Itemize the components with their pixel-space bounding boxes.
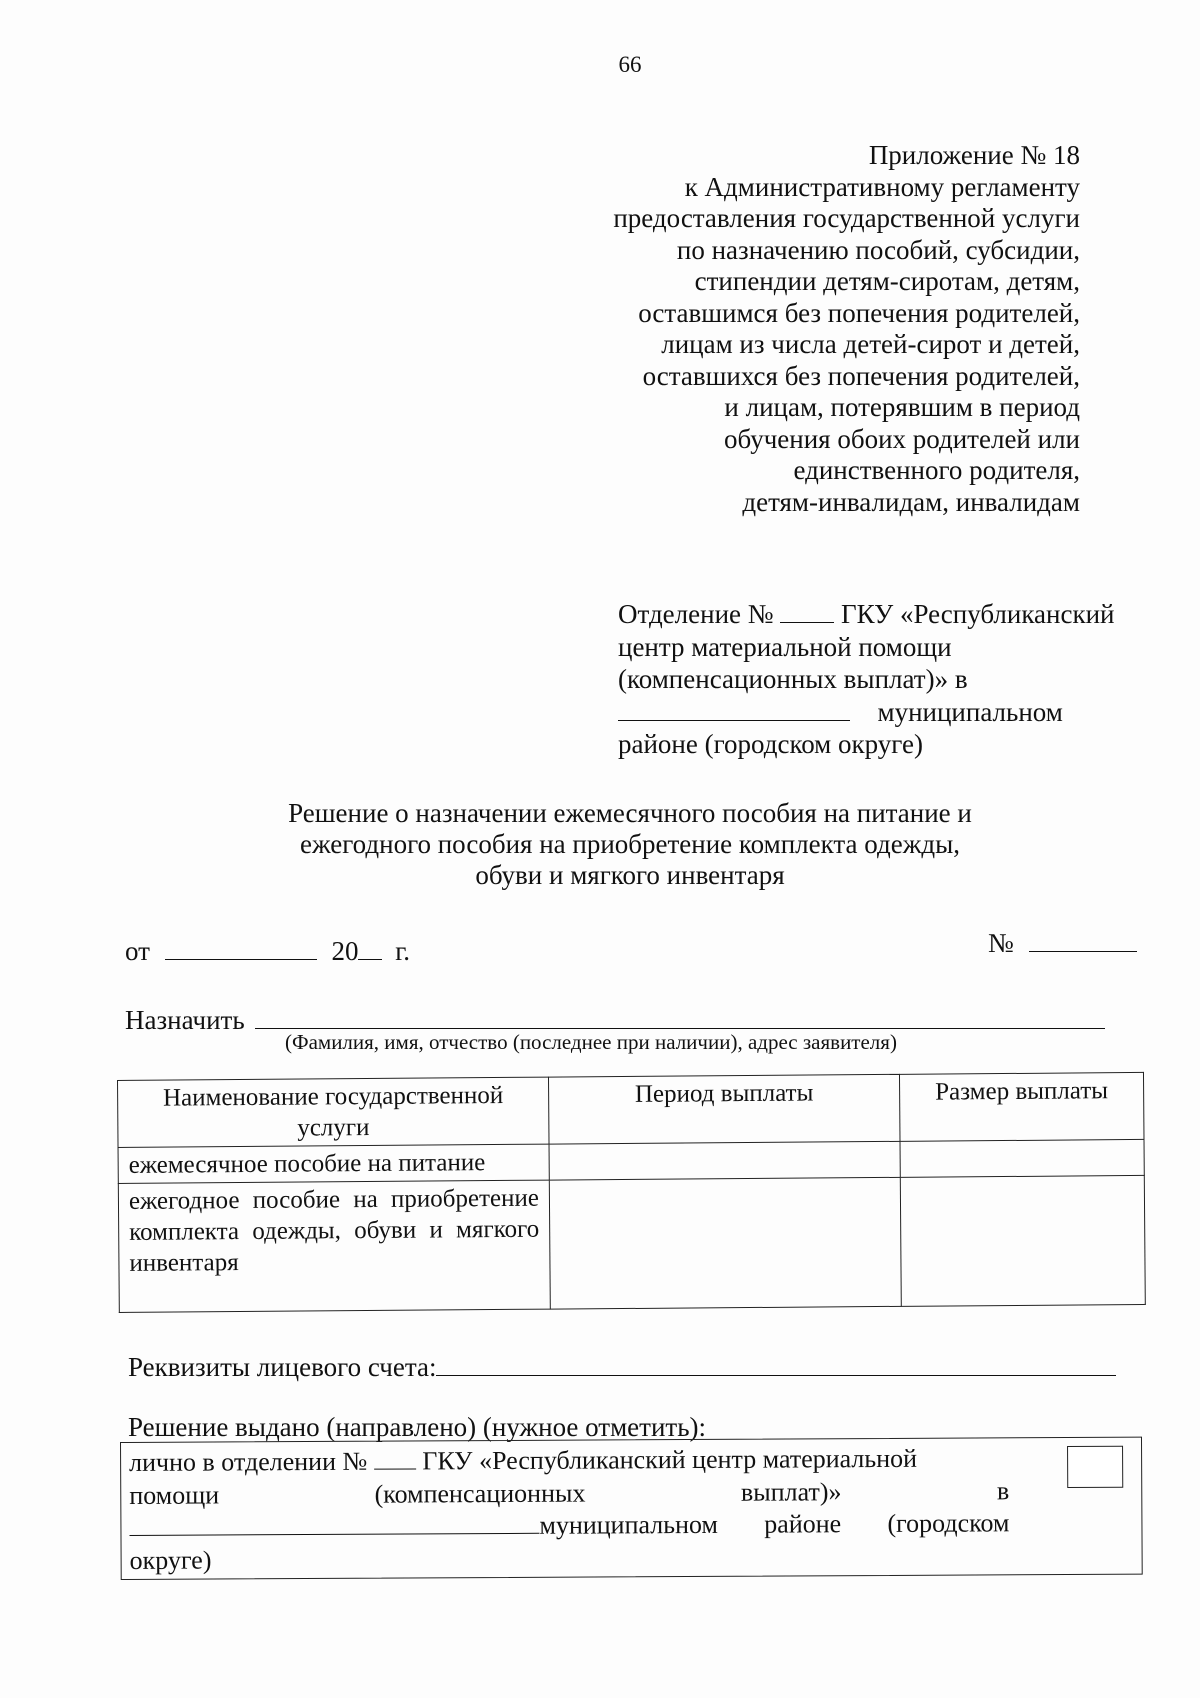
table-cell-amount[interactable]: [900, 1175, 1145, 1306]
account-requisites-row: [128, 1352, 1116, 1383]
issued-line: округе): [129, 1545, 212, 1575]
issued-text: ГКУ «Республиканский центр материальной: [422, 1443, 918, 1476]
issued-word: помощи: [129, 1479, 220, 1510]
decision-number-row: [988, 928, 1137, 959]
addressee-block: [618, 598, 1138, 761]
addressee-line: районе (городском округе): [618, 729, 923, 759]
issued-municipality-blank[interactable]: [129, 1511, 539, 1536]
table-header: Период выплаты: [548, 1074, 900, 1144]
issued-option-text: [129, 1442, 1010, 1577]
addressee-line: [618, 598, 1138, 631]
issued-word: (городском: [887, 1508, 1010, 1538]
addressee-text: Отделение №: [618, 599, 774, 629]
appendix-line: предоставления государственной услуги: [613, 203, 1080, 233]
issued-department-blank[interactable]: [374, 1446, 416, 1469]
issued-line: [129, 1475, 1009, 1512]
issued-word: (компенсационных: [374, 1478, 586, 1509]
issued-in-person-checkbox[interactable]: [1067, 1446, 1123, 1488]
date-row: [125, 936, 410, 967]
table-row: [118, 1175, 1145, 1312]
table-cell-service: ежегодное пособие на приобретение комплекта одежды, обуви и мягкого инвентаря: [118, 1180, 550, 1312]
table-cell-period[interactable]: [549, 1177, 901, 1309]
issued-word: муниципальном: [539, 1509, 719, 1540]
department-number-blank[interactable]: [780, 600, 834, 623]
appendix-line: оставшихся без попечения родителей,: [642, 360, 1080, 391]
appendix-line: обучения обоих родителей или: [724, 423, 1080, 454]
issued-line: [129, 1442, 1009, 1479]
assign-label: Назначить: [125, 1005, 245, 1035]
date-blank[interactable]: [165, 937, 317, 960]
appendix-line: по назначению пособий, субсидии,: [676, 234, 1080, 265]
appendix-line: к Административному регламенту: [684, 171, 1080, 202]
appendix-line: Приложение № 18: [868, 140, 1080, 170]
issued-label: Решение выдано (направлено) (нужное отметить):: [128, 1412, 707, 1442]
addressee-line: (компенсационных выплат)» в: [618, 664, 968, 694]
addressee-line: [618, 696, 1138, 729]
year-blank[interactable]: [358, 937, 382, 960]
table-cell-period[interactable]: [549, 1141, 900, 1180]
issued-word: в: [996, 1475, 1010, 1505]
applicant-hint: (Фамилия, имя, отчество (последнее при наличии), адрес заявителя): [285, 1030, 897, 1054]
decision-title-line: обуви и мягкого инвентаря: [475, 860, 785, 890]
table-header: Размер выплаты: [899, 1072, 1144, 1141]
payments-table: [117, 1072, 1146, 1313]
requisites-blank[interactable]: [436, 1353, 1116, 1376]
applicant-blank[interactable]: [255, 1006, 1105, 1029]
addressee-text: муниципальном: [877, 696, 1063, 727]
appendix-line: лицам из числа детей-сирот и детей,: [661, 329, 1080, 359]
issued-text: лично в отделении №: [129, 1446, 368, 1477]
table-header-row: [118, 1072, 1144, 1147]
table-cell-service: ежемесячное пособие на питание: [118, 1144, 549, 1183]
appendix-line: оставшимся без попечения родителей,: [638, 297, 1080, 328]
issued-word: районе: [764, 1509, 842, 1539]
decision-title-line: Решение о назначении ежемесячного пособия на питание и: [288, 798, 972, 828]
appendix-line: единственного родителя,: [793, 455, 1080, 485]
appendix-line: стипендии детям-сиротам, детям,: [694, 266, 1080, 296]
issued-option-box: [120, 1437, 1143, 1580]
issued-line: [129, 1507, 1009, 1544]
issued-word: выплат)»: [740, 1476, 842, 1507]
date-suffix: г.: [395, 936, 410, 966]
number-sign: №: [988, 928, 1014, 958]
decision-title-line: ежегодного пособия на приобретение комплекта одежды,: [300, 829, 960, 859]
appendix-header: [613, 140, 1080, 518]
decision-number-blank[interactable]: [1029, 929, 1137, 952]
decision-title: [220, 798, 1040, 891]
appendix-line: детям-инвалидам, инвалидам: [742, 486, 1080, 517]
addressee-text: ГКУ «Республиканский: [841, 599, 1115, 629]
date-prefix: от: [125, 936, 150, 966]
table-cell-amount[interactable]: [900, 1139, 1144, 1177]
date-year: 20: [331, 936, 359, 966]
appendix-line: и лицам, потерявшим в период: [724, 392, 1080, 422]
addressee-line: центр материальной помощи: [618, 631, 952, 662]
page-number: 66: [618, 52, 642, 77]
municipality-blank[interactable]: [618, 698, 850, 721]
table-header: Наименование государственной услуги: [118, 1077, 550, 1147]
requisites-label: Реквизиты лицевого счета:: [128, 1352, 437, 1382]
